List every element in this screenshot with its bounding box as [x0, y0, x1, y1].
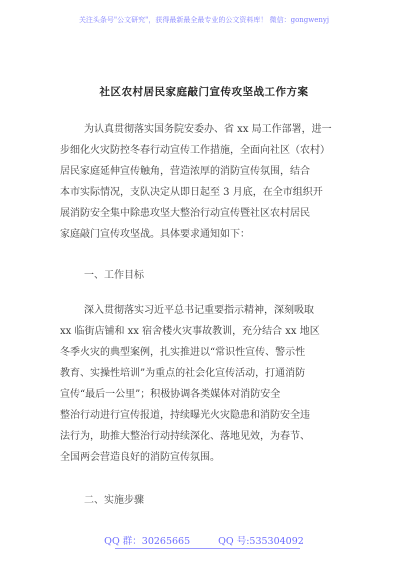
intro-line: 居民家庭延伸宣传触角，营造浓厚的消防宣传氛围，结合: [60, 166, 310, 177]
intro-line: 为认真贯彻落实国务院安委办、省 xx 局工作部署，进一: [84, 124, 332, 135]
section1-line: 宣传“最后一公里”；积极协调各类媒体对消防安全: [60, 389, 281, 400]
footer-qq-number: QQ 号:535304092: [218, 536, 304, 547]
intro-line: 家庭敲门宣传攻坚战。具体要求通知如下：: [60, 229, 250, 240]
intro-line: 展消防安全集中除患攻坚大整治行动宣传暨社区农村居民: [60, 208, 310, 219]
promo-banner: 关注头条号"公文研究"，获得最新最全最专业的公文资料库！ 微信：gongwenyj: [78, 16, 330, 24]
section-heading-steps: 二、实施步骤: [84, 495, 144, 506]
document-title: 社区农村居民家庭敲门宣传攻坚战工作方案: [99, 86, 309, 98]
section-heading-goals: 一、工作目标: [84, 270, 144, 281]
footer-qq-group: QQ 群：30265665: [104, 536, 191, 547]
section1-line: 整治行动进行宣传报道，持续曝光火灾隐患和消防安全违: [60, 410, 310, 421]
section1-line: 冬季火灾的典型案例，扎实推进以“常识性宣传、警示性: [60, 347, 306, 358]
intro-line: 本市实际情况，支队决定从即日起至 3 月底，在全市组织开: [60, 187, 323, 198]
section1-line: 教育、实操性培训”为重点的社会化宣传活动，打通消防: [60, 368, 306, 379]
section1-line: 深入贯彻落实习近平总书记重要指示精神，深刻吸取: [84, 305, 314, 316]
intro-line: 步细化火灾防控冬春行动宣传工作措施，全面向社区（农村）: [60, 145, 330, 156]
footer-underline: [115, 548, 300, 549]
section1-line: 全国两会营造良好的消防宣传氛围。: [60, 452, 220, 463]
section1-line: xx 临街店铺和 xx 宿舍楼火灾事故教训，充分结合 xx 地区: [60, 326, 320, 337]
section1-line: 法行为，助推大整治行动持续深化、落地见效，为春节、: [60, 431, 310, 442]
footer-contact: [0, 533, 408, 547]
